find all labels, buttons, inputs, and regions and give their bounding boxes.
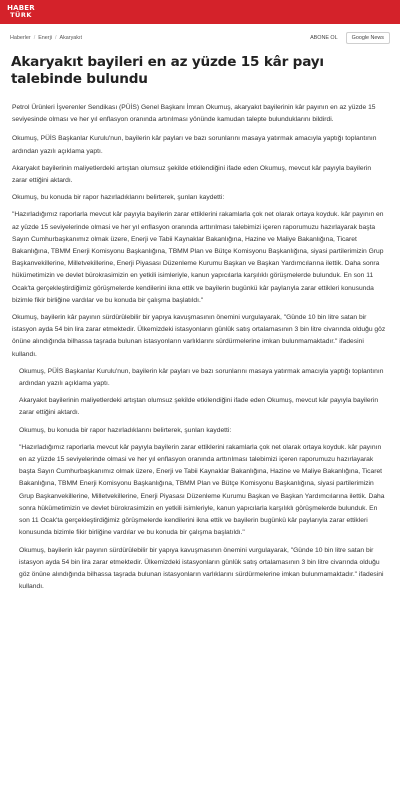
paragraph-intro: Petrol Ürünleri İşverenler Sendikası (PÜİS) Genel Başkanı İmran Okumuş, akaryakıt bayilerinin kâr payının en az yüzde 15 seviyesinde olması ve her yıl enflasyon oranında artırılması yönünde kamudan talepte bulunduklarını bildirdi. xyxy=(12,104,376,124)
breadcrumb-item-haberler[interactable]: Haberler xyxy=(10,34,31,41)
breadcrumb-bar xyxy=(0,28,400,47)
breadcrumb-item-akaryakit[interactable]: Akaryakıt xyxy=(59,34,82,41)
logo-line-1: HABER xyxy=(7,4,35,12)
paragraph: Akaryakıt bayilerinin maliyetlerdeki artıştan olumsuz şekilde etkilendiğini ifade eden Okumuş, mevcut kâr payıyla bayilerin zarar ettiğini aktardı. xyxy=(19,397,379,417)
quote-paragraph: "Hazırladığımız raporlarla mevcut kâr payıyla bayilerin zarar ettiklerini rakamlarla çok net olarak ortaya koyduk. kâr payının en az yüzde 15 seviyelerinde olmasi ve her yıl enflasyon oranında arttırılması talebimizi içeren raporumuzu hazırlayarak başta Sayın Cumhurbaşkanımız olmak üzere, Enerji ve Tabii Kaynaklar Bakanlığına, Hazine ve Maliye Bakanlığına, Ticaret Bakanlığına, TBMM Enerji Komisyonu Başkanlığına, TBMM Plan ve Bütçe Komisyonu Başkanlığına, siyasi partilerimizin Grup Başkanvekillerine, Milletvekillerine, Enerji Piyasası Düzenleme Kurumu Başkan ve Başkan Yardımcılarına ilettik. Daha sonra hükümetimizin ve devlet bürokrasimizin en yetkili isimleriyle, kanun yapıcılarla karşılıklı görüşmelerde bulunduk. En son 11 Ocak'ta gerçekleştirdiğimiz görüşmelerde kendilerini ikna ettik ve bayilerin bugünkü kâr paylarıyla zarar ettikleri konusunda bizimle fikir birliğine vardılar ve bu konuda bir çalışma başlatıldı." xyxy=(12,211,384,304)
google-news-button[interactable]: Google News xyxy=(346,32,390,44)
haberturk-logo[interactable] xyxy=(5,4,37,20)
paragraph: Akaryakıt bayilerinin maliyetlerdeki artıştan olumsuz şekilde etkilendiğini ifade eden Okumuş, mevcut kâr payıyla bayilerin zarar ettiğini aktardı. xyxy=(12,164,372,185)
article-title: Akaryakıt bayileri en az yüzde 15 kâr payı talebinde bulundu xyxy=(11,54,324,87)
article-body xyxy=(0,88,400,593)
breadcrumb xyxy=(10,35,310,41)
paragraph: Okumuş, bayilerin kâr payının sürdürülebilir bir yapıya kavuşmasının önemini vurgulayarak, "Günde 10 bin litre satan bir istasyon ayda 54 bin lira zarar etmektedir. Ülkemizdeki istasyonların günlük satış ortalamasının 3 bin litre civarında olduğu göz önüne alındığında bilhassa taşrada bulunan istasyonların varlıklarını sürdürmelerine imkan bulunmamaktadır." ifadesini kullandı. xyxy=(12,314,386,358)
quote-paragraph: "Hazırladığımız raporlarla mevcut kâr payıyla bayilerin zarar ettiklerini rakamlarla çok net olarak ortaya koyduk. kâr payının en az yüzde 15 seviyelerinde olmasi ve her yıl enflasyon oranında arttırılması talebimizi içeren raporumuzu hazırlayarak başta Sayın Cumhurbaşkanımız olmak üzere, Enerji ve Tabii Kaynaklar Bakanlığına, Hazine ve Maliye Bakanlığına, Ticaret Bakanlığına, TBMM Enerji Komisyonu Başkanlığına, TBMM Plan ve Bütçe Komisyonu Başkanlığına, siyasi partilerimizin Grup Başkanvekillerine, Milletvekillerine, Enerji Piyasası Düzenleme Kurumu Başkan ve Başkan Yardımcılarına ilettik. Daha sonra hükümetimizin ve devlet bürokrasimizin en yetkili isimleriyle, kanun yapıcılarla karşılıklı görüşmelerde bulunduk. En son 11 Ocak'ta gerçekleştirdiğimiz görüşmelerde kendilerini ikna ettik ve bayilerin bugünkü kâr paylarıyla zarar ettikleri konusunda bizimle fikir birliğine vardılar ve bu konuda bir çalışma başlatıldı." xyxy=(19,443,385,537)
breadcrumb-item-enerji[interactable]: Enerji xyxy=(38,34,52,41)
paragraph: Okumuş, bu konuda bir rapor hazırladıklarını belirterek, şunları kaydetti: xyxy=(19,426,232,434)
subscribe-button[interactable]: ABONE OL xyxy=(310,34,338,41)
paragraph: Okumuş, bayilerin kâr payının sürdürülebilir bir yapıya kavuşmasının önemini vurgulayarak, "Günde 10 bin litre satan bir istasyon ayda 54 bin lira zarar etmektedir. Ülkemizdeki istasyonların günlük satış ortalamasının 3 bin litre civarında olduğu göz önüne alındığında bilhassa taşrada bulunan istasyonların varlıklarını sürdürmelerine imkan bulunmamaktadır." ifadesini kullandı. xyxy=(19,546,384,591)
site-header xyxy=(0,0,400,24)
breadcrumb-separator-icon: / xyxy=(33,34,36,41)
breadcrumb-separator-icon: / xyxy=(54,34,57,41)
paragraph: Okumuş, PÜİS Başkanlar Kurulu'nun, bayilerin kâr payları ve bazı sorunlarını masaya yatırmak amacıyla yaptığı toplantının ardından yazılı açıklama yaptı. xyxy=(19,367,384,388)
logo-line-2: TÜRK xyxy=(10,11,32,19)
paragraph: Okumuş, bu konuda bir rapor hazırladıklarını belirterek, şunları kaydetti: xyxy=(12,194,225,202)
paragraph: Okumuş, PÜİS Başkanlar Kurulu'nun, bayilerin kâr payları ve bazı sorunlarını masaya yatırmak amacıyla yaptığı toplantının ardından yazılı açıklama yaptı. xyxy=(12,135,377,155)
